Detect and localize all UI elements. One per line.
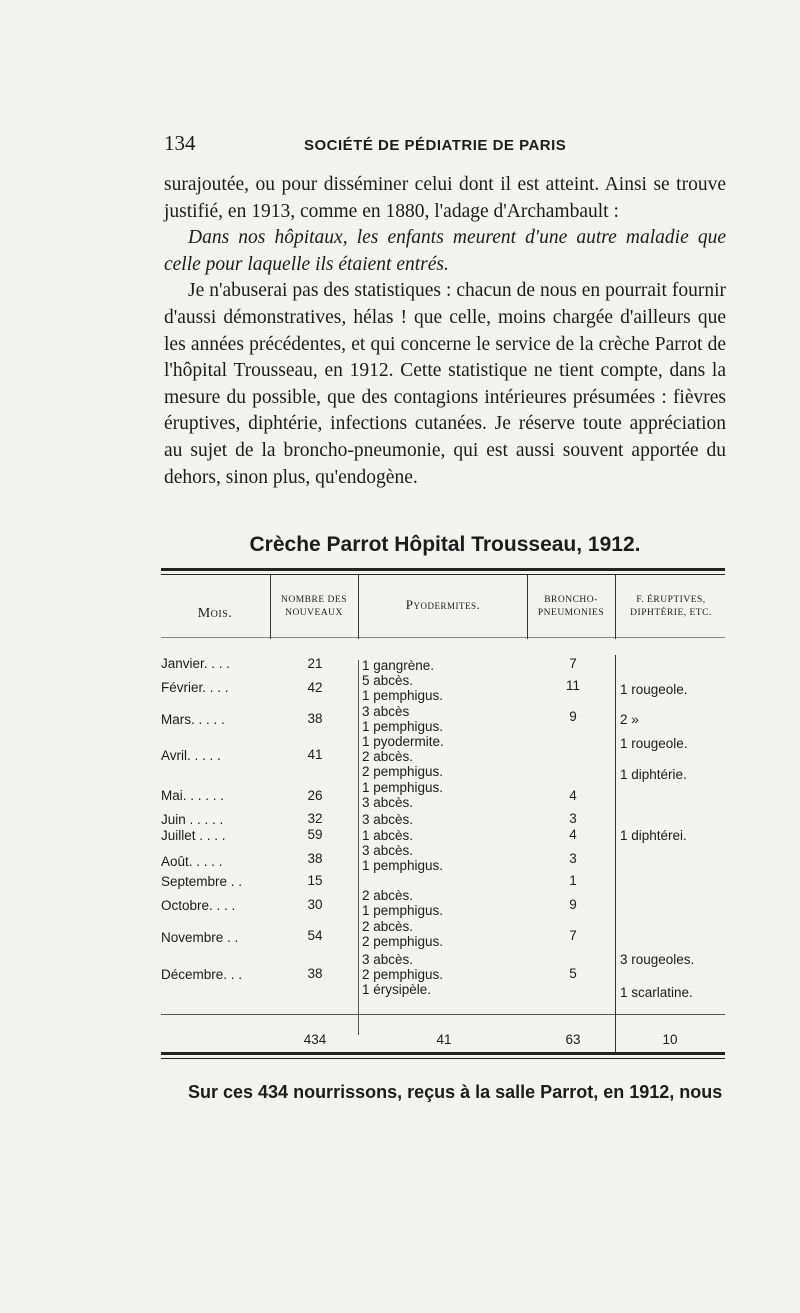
header-nombre-2: NOUVEAUX [285,608,343,618]
header-broncho-2: PNEUMONIES [537,608,605,618]
pyo-line: 2 pemphigus. [362,764,444,779]
month-label: Mai. . . . . . [161,788,225,803]
nouveaux-value: 32 [307,811,323,826]
broncho-value: 11 [565,678,580,693]
pyo-line: 3 abcès. [362,843,414,858]
broncho-value: 9 [569,897,577,912]
col-divider-body [615,655,616,1052]
pyo-line: 1 pemphigus. [362,719,444,734]
month-label: Août. . . . . [161,854,223,869]
paragraph-1: surajoutée, ou pour disséminer celui dont il est atteint. Ainsi se trouve justifié, en 1913, comme en 1880, l'adage d'Archambault : [164,174,726,222]
pyo-line: 1 pemphigus. [362,858,444,873]
quote: Dans nos hôpitaux, les enfants meurent d'une autre maladie que celle pour laquelle ils étaient entrés. [164,227,726,275]
broncho-value: 4 [569,827,577,842]
erupt-line: 1 scarlatine. [620,985,693,1000]
pyo-line: 1 érysipèle. [362,982,432,997]
broncho-value: 3 [569,851,577,866]
broncho-value: 4 [569,788,577,803]
running-title: SOCIÉTÉ DE PÉDIATRIE DE PARIS [304,137,567,154]
header-nombre-1: NOMBRE DES [281,595,347,605]
pyo-line: 2 abcès. [362,888,414,903]
broncho-value: 9 [569,709,577,724]
nouveaux-value: 38 [307,966,323,981]
page-number: 134 [164,131,196,155]
month-label: Mars. . . . . [161,712,225,727]
pyo-line: 3 abcès. [362,952,414,967]
nouveaux-value: 41 [307,747,323,762]
pyo-line: 1 pyodermite. [362,734,444,749]
pyo-line: 3 abcès [362,704,410,719]
table-bottom-rule [161,1052,725,1055]
paragraph-2: Je n'abuserai pas des statistiques : chacun de nous en pourrait fournir d'aussi démonstratives, hélas ! que celle, moins chargée d'ailleurs que les années précédentes, et qui concerne le service de la crèche Parrot de l'hôpital Trousseau, en 1912. Cette statistique ne tient compte, dans la mesure du possible, que des contagions intérieures présumées : fièvres éruptives, diphtérie, infections cutanées. Je réserve toute appréciation au sujet de la broncho-pneumonie, qui est aussi souvent apportée du dehors, sinon plus, qu'endogène. [164,280,726,488]
nouveaux-value: 26 [307,788,323,803]
month-label: Octobre. . . . [161,898,236,913]
table-top-rule-2 [161,574,725,575]
pyo-line: 2 abcès. [362,919,414,934]
table-bottom-rule-2 [161,1058,725,1059]
broncho-value: 1 [569,873,577,888]
pyo-line: 2 pemphigus. [362,934,444,949]
nouveaux-value: 38 [307,711,323,726]
totals-top-rule [161,1014,725,1015]
total-nouveaux: 434 [303,1032,327,1047]
page-header [164,131,724,161]
month-label: Septembre . . [161,874,243,889]
month-label: Juillet . . . . [161,828,226,843]
pyo-line: 1 pemphigus. [362,903,444,918]
pyo-line: 1 pemphigus. [362,780,444,795]
header-eruptives-2: DIPHTÉRIE, ETC. [630,608,712,618]
nouveaux-value: 30 [307,897,323,912]
erupt-line: 1 diphtérie. [620,767,687,782]
pyo-column-brace-line [358,660,359,1035]
pyo-line: 3 abcès. [362,795,414,810]
broncho-value: 5 [569,966,577,981]
header-bottom-rule [161,637,725,638]
month-label: Janvier. . . . [161,656,231,671]
header-broncho-1: BRONCHO- [544,595,598,605]
pyo-line: 2 abcès. [362,749,414,764]
erupt-line: 2 » [620,712,639,727]
erupt-line: 1 rougeole. [620,682,688,697]
month-label: Avril. . . . . [161,748,221,763]
month-label: Février. . . . [161,680,229,695]
footer-text: Sur ces 434 nourrissons, reçus à la salle Parrot, en 1912, nous [188,1082,723,1102]
pyo-line: 1 gangrène. [362,658,435,673]
pyo-line: 2 pemphigus. [362,967,444,982]
nouveaux-value: 15 [307,873,323,888]
header-pyodermites: Pyodermites. [405,597,481,612]
header-mois: Mois. [197,606,233,621]
table-top-rule [161,568,725,571]
broncho-value: 7 [569,656,577,671]
nouveaux-value: 54 [307,928,323,943]
col-divider-2 [358,575,359,639]
pyo-line: 5 abcès. [362,673,414,688]
erupt-line: 3 rougeoles. [620,952,695,967]
nouveaux-value: 42 [307,680,323,695]
total-broncho: 63 [565,1032,581,1047]
pyo-line: 1 abcès. [362,828,414,843]
broncho-value: 7 [569,928,577,943]
month-label: Décembre. . . [161,967,243,982]
nouveaux-value: 21 [307,656,323,671]
header-eruptives-1: F. ÉRUPTIVES, [636,595,706,605]
total-erupt: 10 [662,1032,678,1047]
nouveaux-value: 59 [307,827,323,842]
month-label: Novembre . . [161,930,239,945]
body-text [164,172,726,491]
broncho-value: 3 [569,811,577,826]
month-label: Juin . . . . . [161,812,224,827]
nouveaux-value: 38 [307,851,323,866]
pyo-line: 1 pemphigus. [362,688,444,703]
erupt-line: 1 diphtérei. [620,828,687,843]
total-pyo: 41 [436,1032,452,1047]
table-caption: Crèche Parrot Hôpital Trousseau, 1912. [249,533,641,556]
pyo-line: 3 abcès. [362,812,414,827]
erupt-line: 1 rougeole. [620,736,688,751]
